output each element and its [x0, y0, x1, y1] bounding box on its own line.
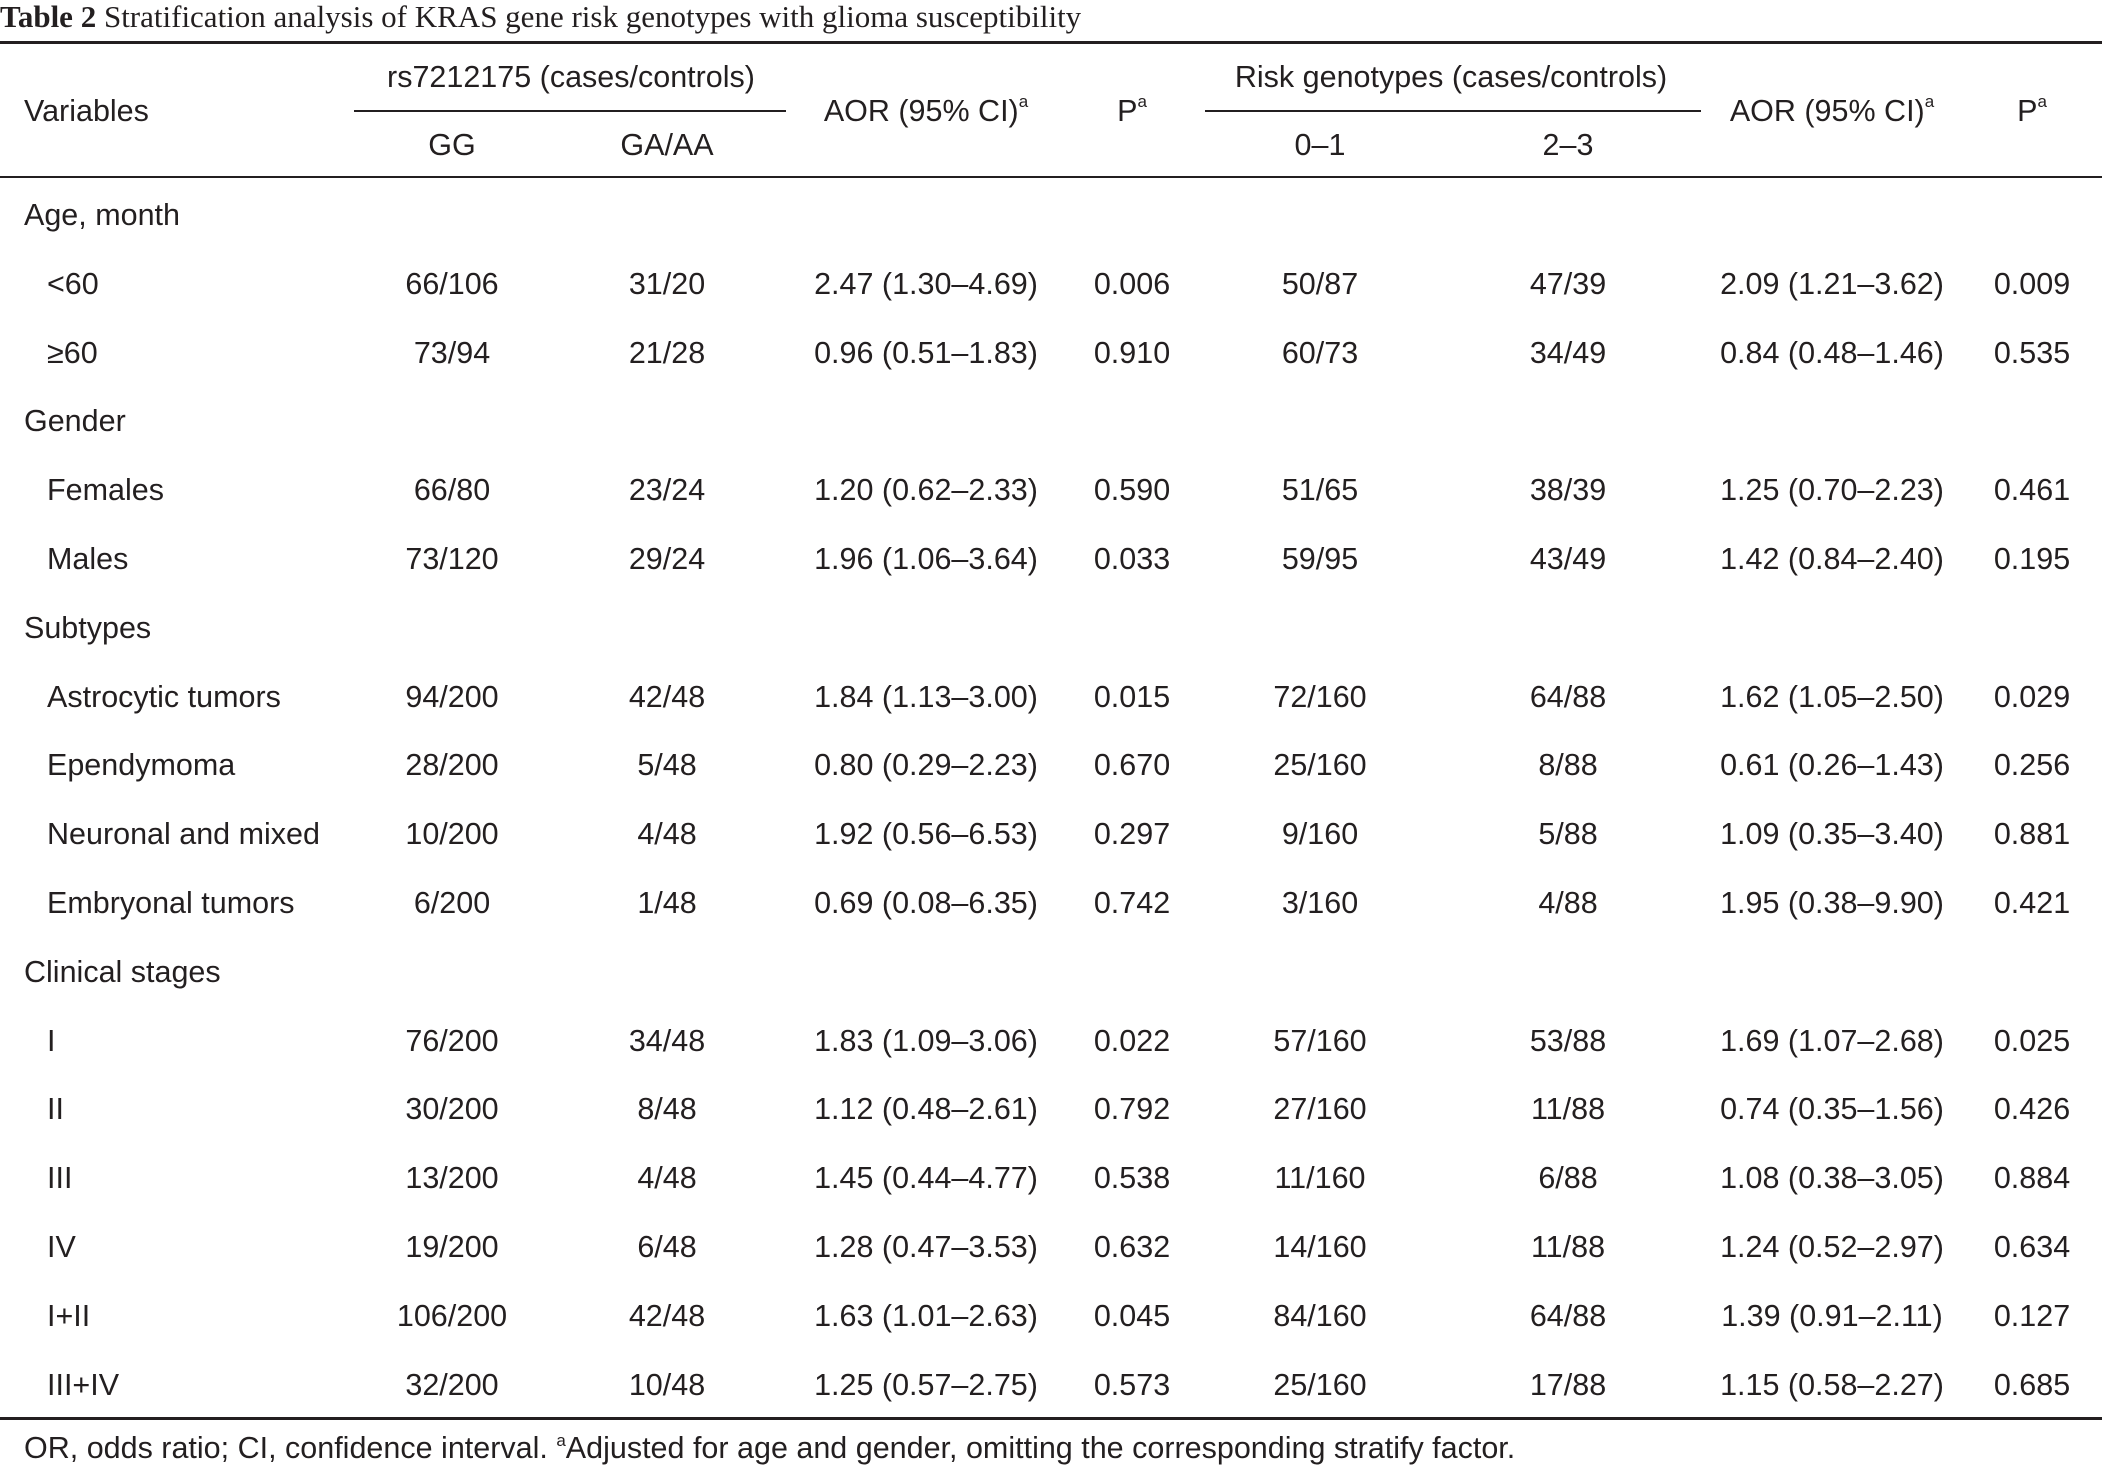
cell-p-1: 0.632 [1093, 1230, 1171, 1264]
cell-aor-2: 1.08 (0.38–3.05) [1720, 1161, 1944, 1195]
snp-group-underline [354, 110, 786, 112]
cell-aor-2: 1.95 (0.38–9.90) [1720, 886, 1944, 920]
cell-risk-0-1: 9/160 [1281, 817, 1359, 851]
cell-ga-aa: 31/20 [628, 267, 706, 301]
cell-risk-0-1: 57/160 [1273, 1024, 1367, 1058]
top-rule [0, 41, 2102, 44]
cell-p-1: 0.297 [1093, 817, 1171, 851]
cell-ga-aa: 4/48 [637, 817, 697, 851]
cell-aor-2: 1.42 (0.84–2.40) [1720, 542, 1944, 576]
cell-aor-1: 1.92 (0.56–6.53) [814, 817, 1038, 851]
cell-risk-0-1: 84/160 [1273, 1299, 1367, 1333]
header-ga-aa: GA/AA [620, 128, 714, 162]
header-risk-2-3: 2–3 [1542, 128, 1594, 162]
cell-aor-1: 0.96 (0.51–1.83) [814, 336, 1038, 370]
cell-risk-2-3: 34/49 [1529, 336, 1607, 370]
cell-risk-2-3: 43/49 [1529, 542, 1607, 576]
cell-gg: 32/200 [405, 1368, 499, 1402]
cell-risk-2-3: 11/88 [1530, 1230, 1606, 1264]
cell-aor-1: 1.84 (1.13–3.00) [814, 680, 1038, 714]
cell-p-2: 0.881 [1993, 817, 2071, 851]
cell-aor-2: 2.09 (1.21–3.62) [1720, 267, 1944, 301]
cell-gg: 76/200 [405, 1024, 499, 1058]
cell-aor-2: 1.69 (1.07–2.68) [1720, 1024, 1944, 1058]
header-gg: GG [428, 128, 476, 162]
cell-aor-2: 1.62 (1.05–2.50) [1720, 680, 1944, 714]
cell-risk-2-3: 17/88 [1529, 1368, 1607, 1402]
section-label: Age, month [24, 198, 180, 232]
cell-ga-aa: 42/48 [628, 680, 706, 714]
cell-p-2: 0.025 [1993, 1024, 2071, 1058]
cell-p-2: 0.029 [1993, 680, 2071, 714]
cell-p-1: 0.006 [1093, 267, 1171, 301]
cell-gg: 106/200 [396, 1299, 508, 1333]
cell-p-2: 0.535 [1993, 336, 2071, 370]
row-label: IV [47, 1230, 76, 1264]
cell-risk-2-3: 6/88 [1538, 1161, 1598, 1195]
cell-risk-0-1: 14/160 [1273, 1230, 1367, 1264]
cell-aor-2: 1.39 (0.91–2.11) [1721, 1299, 1943, 1333]
header-snp-group: rs7212175 (cases/controls) [387, 60, 755, 94]
cell-p-1: 0.590 [1093, 473, 1171, 507]
cell-risk-2-3: 38/39 [1529, 473, 1607, 507]
cell-aor-2: 1.24 (0.52–2.97) [1720, 1230, 1944, 1264]
cell-aor-1: 1.96 (1.06–3.64) [814, 542, 1038, 576]
cell-gg: 73/94 [413, 336, 491, 370]
cell-risk-2-3: 4/88 [1538, 886, 1598, 920]
cell-gg: 6/200 [413, 886, 491, 920]
cell-gg: 30/200 [405, 1092, 499, 1126]
cell-ga-aa: 1/48 [637, 886, 697, 920]
header-rule [0, 176, 2102, 178]
cell-p-1: 0.015 [1093, 680, 1171, 714]
cell-ga-aa: 23/24 [628, 473, 706, 507]
row-label: III+IV [47, 1368, 120, 1402]
cell-aor-1: 1.28 (0.47–3.53) [814, 1230, 1038, 1264]
section-label: Clinical stages [24, 955, 221, 989]
cell-risk-0-1: 11/160 [1274, 1161, 1366, 1195]
cell-aor-1: 2.47 (1.30–4.69) [814, 267, 1038, 301]
header-variables: Variables [24, 94, 149, 128]
cell-aor-2: 1.25 (0.70–2.23) [1720, 473, 1944, 507]
cell-aor-1: 1.83 (1.09–3.06) [814, 1024, 1038, 1058]
cell-p-2: 0.127 [1993, 1299, 2071, 1333]
cell-risk-0-1: 51/65 [1281, 473, 1359, 507]
cell-p-2: 0.634 [1993, 1230, 2071, 1264]
row-label: I+II [47, 1299, 91, 1333]
cell-aor-2: 0.74 (0.35–1.56) [1720, 1092, 1944, 1126]
header-p-1: $P^a$ [1117, 92, 1147, 128]
cell-gg: 94/200 [405, 680, 499, 714]
cell-ga-aa: 29/24 [628, 542, 706, 576]
row-label: ≥60 [47, 336, 98, 370]
cell-risk-0-1: 25/160 [1273, 1368, 1367, 1402]
header-risk-group: Risk genotypes (cases/controls) [1234, 60, 1668, 94]
cell-gg: 13/200 [405, 1161, 499, 1195]
risk-group-underline [1205, 110, 1701, 112]
cell-p-2: 0.009 [1993, 267, 2071, 301]
row-label: III [47, 1161, 73, 1195]
cell-gg: 10/200 [405, 817, 499, 851]
cell-aor-1: 0.80 (0.29–2.23) [814, 748, 1038, 782]
cell-p-1: 0.573 [1093, 1368, 1171, 1402]
cell-ga-aa: 42/48 [628, 1299, 706, 1333]
cell-risk-0-1: 59/95 [1281, 542, 1359, 576]
cell-ga-aa: 8/48 [637, 1092, 697, 1126]
cell-aor-1: 1.63 (1.01–2.63) [814, 1299, 1038, 1333]
cell-risk-2-3: 53/88 [1529, 1024, 1607, 1058]
header-aor-1: AOR (95% CI)$^a$ [823, 92, 1029, 128]
cell-aor-2: 0.61 (0.26–1.43) [1720, 748, 1944, 782]
cell-risk-2-3: 5/88 [1538, 817, 1598, 851]
cell-aor-1: 1.20 (0.62–2.33) [814, 473, 1038, 507]
row-label: Ependymoma [47, 748, 236, 782]
cell-gg: 28/200 [405, 748, 499, 782]
cell-p-2: 0.884 [1993, 1161, 2071, 1195]
cell-ga-aa: 4/48 [637, 1161, 697, 1195]
cell-ga-aa: 21/28 [628, 336, 706, 370]
cell-p-1: 0.045 [1093, 1299, 1171, 1333]
cell-p-2: 0.421 [1993, 886, 2071, 920]
cell-risk-2-3: 11/88 [1530, 1092, 1606, 1126]
cell-risk-0-1: 3/160 [1281, 886, 1359, 920]
cell-risk-0-1: 60/73 [1281, 336, 1359, 370]
cell-gg: 73/120 [405, 542, 499, 576]
section-label: Gender [24, 404, 126, 438]
cell-p-1: 0.670 [1093, 748, 1171, 782]
cell-risk-2-3: 47/39 [1529, 267, 1607, 301]
cell-aor-1: 1.45 (0.44–4.77) [814, 1161, 1038, 1195]
row-label: I [47, 1024, 56, 1058]
cell-p-1: 0.022 [1093, 1024, 1171, 1058]
cell-p-1: 0.538 [1093, 1161, 1171, 1195]
cell-p-1: 0.742 [1093, 886, 1171, 920]
cell-risk-2-3: 64/88 [1529, 680, 1607, 714]
cell-p-2: 0.256 [1993, 748, 2071, 782]
cell-ga-aa: 10/48 [628, 1368, 706, 1402]
row-label: <60 [47, 267, 99, 301]
header-aor-2: AOR (95% CI)$^a$ [1729, 92, 1935, 128]
header-p-2: $P^a$ [2017, 92, 2047, 128]
cell-p-1: 0.910 [1093, 336, 1171, 370]
table-title-text: Stratification analysis of KRAS gene risk genotypes with glioma susceptibility [103, 0, 1082, 34]
cell-p-2: 0.426 [1993, 1092, 2071, 1126]
cell-risk-2-3: 64/88 [1529, 1299, 1607, 1333]
cell-aor-2: 1.09 (0.35–3.40) [1720, 817, 1944, 851]
table-footnote: OR, odds ratio; CI, confidence interval. $^a$Adjusted for age and gender, omitting the corresponding stratify factor. [24, 1431, 1516, 1465]
row-label: Astrocytic tumors [47, 680, 281, 714]
bottom-rule [0, 1417, 2102, 1420]
row-label: Neuronal and mixed [47, 817, 320, 851]
section-label: Subtypes [24, 611, 152, 645]
cell-risk-0-1: 27/160 [1273, 1092, 1367, 1126]
table-title [0, 0, 1081, 34]
cell-risk-0-1: 50/87 [1281, 267, 1359, 301]
row-label: Males [47, 542, 129, 576]
cell-p-2: 0.461 [1993, 473, 2071, 507]
cell-gg: 66/80 [413, 473, 491, 507]
header-risk-0-1: 0–1 [1294, 128, 1346, 162]
cell-aor-1: 0.69 (0.08–6.35) [814, 886, 1038, 920]
cell-ga-aa: 6/48 [637, 1230, 697, 1264]
row-label: Embryonal tumors [47, 886, 295, 920]
table-number: Table 2 [0, 0, 97, 34]
row-label: II [47, 1092, 64, 1126]
cell-risk-0-1: 72/160 [1273, 680, 1367, 714]
cell-aor-1: 1.12 (0.48–2.61) [814, 1092, 1038, 1126]
row-label: Females [47, 473, 164, 507]
cell-gg: 19/200 [405, 1230, 499, 1264]
cell-ga-aa: 34/48 [628, 1024, 706, 1058]
cell-aor-2: 1.15 (0.58–2.27) [1720, 1368, 1944, 1402]
cell-aor-2: 0.84 (0.48–1.46) [1720, 336, 1944, 370]
cell-p-1: 0.792 [1093, 1092, 1171, 1126]
cell-ga-aa: 5/48 [637, 748, 697, 782]
cell-aor-1: 1.25 (0.57–2.75) [814, 1368, 1038, 1402]
cell-p-1: 0.033 [1093, 542, 1171, 576]
cell-gg: 66/106 [405, 267, 499, 301]
cell-p-2: 0.195 [1993, 542, 2071, 576]
cell-risk-2-3: 8/88 [1538, 748, 1598, 782]
cell-p-2: 0.685 [1993, 1368, 2071, 1402]
cell-risk-0-1: 25/160 [1273, 748, 1367, 782]
